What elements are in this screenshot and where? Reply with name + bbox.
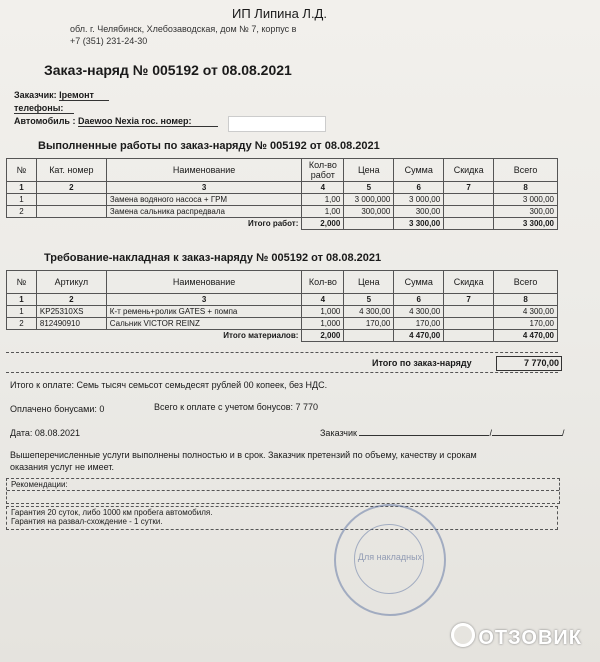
col-article: Артикул (36, 271, 106, 294)
colnum: 7 (444, 182, 494, 194)
cell-total: 4 300,00 (494, 306, 558, 318)
empty-cell (444, 330, 494, 342)
table-row (7, 194, 558, 206)
table-row (7, 306, 558, 318)
col-num: № (7, 271, 37, 294)
materials-total-label: Итого материалов: (223, 331, 299, 341)
col-discount: Скидка (444, 271, 494, 294)
customer-value: Iремонт (59, 90, 109, 101)
col-total: Всего (494, 271, 558, 294)
works-heading: Выполненные работы по заказ-наряду № 005192 от 08.08.2021 (38, 140, 380, 152)
car-model: Daewoo Nexia (77, 116, 140, 126)
col-price: Цена (344, 271, 394, 294)
cell-qty: 1,00 (302, 194, 344, 206)
cell-name: Сальник VICTOR REINZ (106, 318, 302, 330)
colnum: 8 (494, 294, 558, 306)
colnum: 6 (394, 182, 444, 194)
total-with-bonus: Всего к оплате с учетом бонусов: 7 770 (154, 402, 319, 412)
cell-num: 1 (7, 306, 37, 318)
warranty-box (6, 506, 558, 530)
cell-price: 3 000,000 (344, 194, 394, 206)
signature-line (359, 435, 489, 436)
cell-discount (444, 306, 494, 318)
warranty-line-1: Гарантия 20 суток, либо 1000 км пробега автомобиля. (11, 508, 213, 517)
materials-header-row (7, 271, 558, 294)
cell-name: К-т ремень+ролик GATES + помпа (106, 306, 302, 318)
plate-redacted (228, 116, 326, 132)
cell-total: 3 000,00 (494, 194, 558, 206)
cell-name: Замена сальника распредвала (106, 206, 302, 218)
col-name: Наименование (106, 271, 302, 294)
works-total-label: Итого работ: (248, 219, 299, 229)
recommendations-box (6, 478, 560, 504)
materials-number-row (7, 294, 558, 306)
col-discount: Скидка (444, 159, 494, 182)
colnum: 7 (444, 294, 494, 306)
cell-discount (444, 194, 494, 206)
cell-total: 300,00 (494, 206, 558, 218)
works-total-row (7, 218, 558, 230)
cell-qty: 1,00 (302, 206, 344, 218)
cell-num: 2 (7, 318, 37, 330)
cell-sum: 3 000,00 (394, 194, 444, 206)
warranty-line-2: Гарантия на развал-схождение - 1 сутки. (11, 517, 163, 526)
table-row (7, 318, 558, 330)
cell-sum: 300,00 (394, 206, 444, 218)
works-total-qty: 2,000 (302, 218, 344, 230)
company-name: ИП Липина Л.Д. (232, 6, 327, 21)
phones-label: телефоны: (14, 103, 74, 114)
colnum: 3 (106, 182, 302, 194)
grand-total-label: Итого по заказ-наряду (372, 358, 472, 368)
col-cat: Кат. номер (36, 159, 106, 182)
amount-in-words: Итого к оплате: Семь тысяч семьсот семьдесят рублей 00 копеек, без НДС. (10, 380, 328, 390)
cell-sum: 170,00 (394, 318, 444, 330)
works-table (6, 158, 558, 230)
plate-label: гос. номер: (141, 116, 192, 126)
materials-total-sum: 4 470,00 (394, 330, 444, 342)
cell-article: 812490910 (36, 318, 106, 330)
statement-line-1: Вышеперечисленные услуги выполнены полностью и в срок. Заказчик претензий по объему, качеству и срокам (10, 450, 477, 460)
cell-qty: 1,000 (302, 318, 344, 330)
cell-qty: 1,000 (302, 306, 344, 318)
colnum: 1 (7, 294, 37, 306)
recommendations-label: Рекомендации: (7, 479, 559, 491)
empty-cell (444, 218, 494, 230)
col-price: Цена (344, 159, 394, 182)
col-qty: Кол-во работ (302, 159, 344, 182)
cell-total: 170,00 (494, 318, 558, 330)
stamp-text: Для накладных (357, 552, 423, 562)
colnum: 5 (344, 294, 394, 306)
cell-num: 1 (7, 194, 37, 206)
col-qty: Кол-во (302, 271, 344, 294)
colnum: 1 (7, 182, 37, 194)
divider (6, 372, 558, 373)
colnum: 2 (36, 294, 106, 306)
works-total-all: 3 300,00 (494, 218, 558, 230)
cell-article: KP25310XS (36, 306, 106, 318)
watermark (451, 623, 582, 650)
cell-cat (36, 194, 106, 206)
works-number-row (7, 182, 558, 194)
col-sum: Сумма (394, 159, 444, 182)
company-stamp (334, 504, 446, 616)
car-value (78, 116, 218, 127)
cell-num: 2 (7, 206, 37, 218)
empty-cell (344, 218, 394, 230)
colnum: 8 (494, 182, 558, 194)
cell-discount (444, 318, 494, 330)
grand-total-value: 7 770,00 (496, 356, 562, 371)
works-total-sum: 3 300,00 (394, 218, 444, 230)
car-label: Автомобиль : (14, 116, 76, 126)
colnum: 5 (344, 182, 394, 194)
table-row (7, 206, 558, 218)
materials-heading: Требование-накладная к заказ-наряду № 005192 от 08.08.2021 (44, 252, 382, 264)
col-name: Наименование (106, 159, 302, 182)
cell-price: 300,000 (344, 206, 394, 218)
col-num: № (7, 159, 37, 182)
cell-cat (36, 206, 106, 218)
materials-total-row (7, 330, 558, 342)
empty-cell (344, 330, 394, 342)
materials-total-all: 4 470,00 (494, 330, 558, 342)
works-header-row (7, 159, 558, 182)
document-date: Дата: 08.08.2021 (10, 428, 80, 438)
colnum: 4 (302, 182, 344, 194)
customer-label: Заказчик: (14, 90, 57, 100)
company-phone: +7 (351) 231-24-30 (70, 36, 148, 46)
customer-block (14, 90, 218, 127)
materials-total-qty: 2,000 (302, 330, 344, 342)
cell-name: Замена водяного насоса + ГРМ (106, 194, 302, 206)
cell-price: 170,00 (344, 318, 394, 330)
colnum: 2 (36, 182, 106, 194)
customer-signature: Заказчик / / (320, 428, 565, 438)
colnum: 6 (394, 294, 444, 306)
watermark-text: ОТЗОВИК (478, 627, 582, 649)
colnum: 4 (302, 294, 344, 306)
materials-table (6, 270, 558, 342)
cell-price: 4 300,00 (344, 306, 394, 318)
signature-name-line (492, 435, 562, 436)
cell-sum: 4 300,00 (394, 306, 444, 318)
cell-discount (444, 206, 494, 218)
col-total: Всего (494, 159, 558, 182)
customer-sign-label: Заказчик (320, 428, 357, 438)
col-sum: Сумма (394, 271, 444, 294)
bonus-paid: Оплачено бонусами: 0 (10, 404, 105, 414)
statement-line-2: оказания услуг не имеет. (10, 462, 115, 472)
page-title: Заказ-наряд № 005192 от 08.08.2021 (44, 62, 292, 78)
company-address: обл. г. Челябинск, Хлебозаводская, дом № 7, корпус в (70, 24, 297, 34)
colnum: 3 (106, 294, 302, 306)
divider (6, 352, 558, 353)
watermark-logo-icon (451, 623, 475, 647)
